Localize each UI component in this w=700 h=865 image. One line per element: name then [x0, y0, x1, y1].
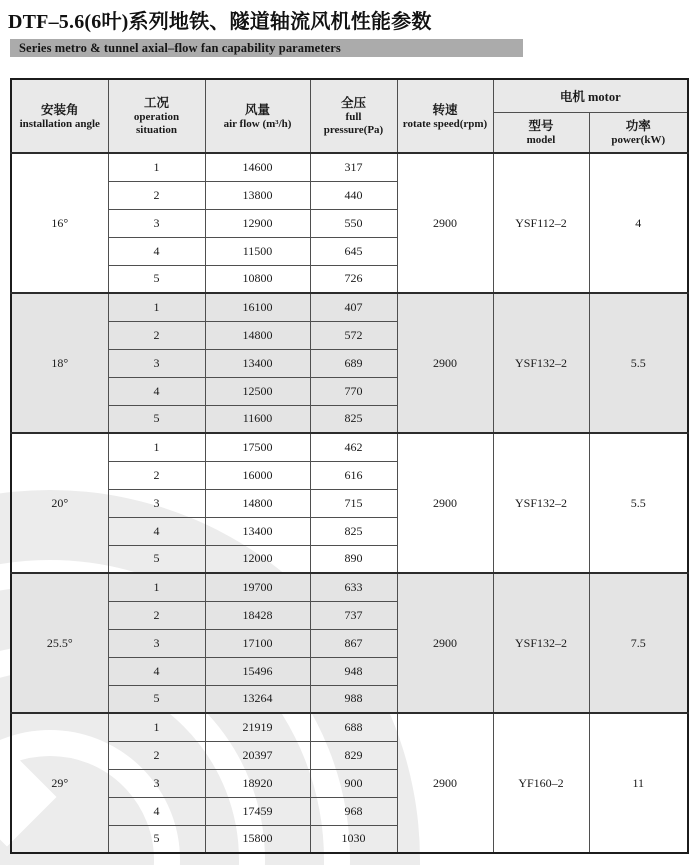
- angle-cell: 29°: [11, 713, 108, 853]
- situation-cell: 2: [108, 741, 205, 769]
- situation-cell: 1: [108, 153, 205, 181]
- header-rotate-speed: [397, 79, 493, 153]
- speed-cell: 2900: [397, 573, 493, 713]
- situation-cell: 1: [108, 713, 205, 741]
- situation-cell: 3: [108, 629, 205, 657]
- header-model-zh: 型号: [528, 118, 554, 133]
- flow-cell: 21919: [205, 713, 310, 741]
- header-speed-zh: 转速: [432, 102, 458, 117]
- header-motor-power: [589, 112, 688, 153]
- situation-cell: 5: [108, 825, 205, 853]
- header-air-flow: [205, 79, 310, 153]
- table-row: [11, 573, 688, 601]
- flow-cell: 11500: [205, 237, 310, 265]
- flow-cell: 15800: [205, 825, 310, 853]
- pressure-cell: 900: [310, 769, 397, 797]
- power-cell: 7.5: [589, 573, 688, 713]
- flow-cell: 14600: [205, 153, 310, 181]
- pressure-cell: 633: [310, 573, 397, 601]
- header-angle-zh: 安装角: [40, 102, 79, 117]
- pressure-cell: 829: [310, 741, 397, 769]
- flow-cell: 13400: [205, 349, 310, 377]
- pressure-cell: 948: [310, 657, 397, 685]
- flow-cell: 17500: [205, 433, 310, 461]
- pressure-cell: 407: [310, 293, 397, 321]
- situation-cell: 3: [108, 349, 205, 377]
- pressure-cell: 988: [310, 685, 397, 713]
- pressure-cell: 825: [310, 405, 397, 433]
- flow-cell: 16100: [205, 293, 310, 321]
- header-pressure-en: full pressure(Pa): [323, 111, 384, 136]
- table-row: [11, 153, 688, 181]
- flow-cell: 12900: [205, 209, 310, 237]
- flow-cell: 13800: [205, 181, 310, 209]
- pressure-cell: 616: [310, 461, 397, 489]
- speed-cell: 2900: [397, 433, 493, 573]
- header-model-en: model: [526, 133, 556, 146]
- pressure-cell: 317: [310, 153, 397, 181]
- group-16deg: [11, 153, 688, 293]
- header-full-pressure: [310, 79, 397, 153]
- flow-cell: 15496: [205, 657, 310, 685]
- header-pressure-zh: 全压: [340, 96, 366, 110]
- flow-cell: 14800: [205, 489, 310, 517]
- flow-cell: 20397: [205, 741, 310, 769]
- power-cell: 11: [589, 713, 688, 853]
- situation-cell: 4: [108, 517, 205, 545]
- flow-cell: 16000: [205, 461, 310, 489]
- situation-cell: 4: [108, 797, 205, 825]
- angle-cell: 20°: [11, 433, 108, 573]
- pressure-cell: 890: [310, 545, 397, 573]
- header-motor-model: [493, 112, 589, 153]
- flow-cell: 12000: [205, 545, 310, 573]
- header-flow-en: air flow (m³/h): [223, 117, 292, 130]
- flow-cell: 18920: [205, 769, 310, 797]
- situation-cell: 5: [108, 405, 205, 433]
- situation-cell: 4: [108, 237, 205, 265]
- situation-cell: 1: [108, 293, 205, 321]
- situation-cell: 2: [108, 321, 205, 349]
- flow-cell: 17459: [205, 797, 310, 825]
- situation-cell: 1: [108, 433, 205, 461]
- header-power-zh: 功率: [625, 118, 651, 133]
- header-motor-label: 电机 motor: [559, 89, 621, 104]
- subtitle-bar: [10, 39, 523, 57]
- model-cell: YF160–2: [493, 713, 589, 853]
- angle-cell: 25.5°: [11, 573, 108, 713]
- pressure-cell: 1030: [310, 825, 397, 853]
- pressure-cell: 462: [310, 433, 397, 461]
- header-motor: [493, 79, 688, 112]
- speed-cell: 2900: [397, 293, 493, 433]
- situation-cell: 4: [108, 377, 205, 405]
- model-cell: YSF132–2: [493, 433, 589, 573]
- situation-cell: 3: [108, 489, 205, 517]
- pressure-cell: 770: [310, 377, 397, 405]
- table-row: [11, 433, 688, 461]
- flow-cell: 12500: [205, 377, 310, 405]
- model-cell: YSF132–2: [493, 293, 589, 433]
- flow-cell: 18428: [205, 601, 310, 629]
- pressure-cell: 550: [310, 209, 397, 237]
- flow-cell: 13400: [205, 517, 310, 545]
- pressure-cell: 737: [310, 601, 397, 629]
- subtitle-text: Series metro & tunnel axial–flow fan capability parameters: [19, 40, 341, 55]
- page-title: DTF–5.6(6叶)系列地铁、隧道轴流风机性能参数: [8, 11, 432, 33]
- header-situation-en: operation situation: [133, 111, 180, 136]
- pressure-cell: 572: [310, 321, 397, 349]
- group-29deg: [11, 713, 688, 853]
- flow-cell: 10800: [205, 265, 310, 293]
- angle-cell: 18°: [11, 293, 108, 433]
- speed-cell: 2900: [397, 153, 493, 293]
- fan-parameters-table: [10, 78, 689, 854]
- flow-cell: 19700: [205, 573, 310, 601]
- flow-cell: 14800: [205, 321, 310, 349]
- model-cell: YSF132–2: [493, 573, 589, 713]
- flow-cell: 13264: [205, 685, 310, 713]
- pressure-cell: 688: [310, 713, 397, 741]
- pressure-cell: 440: [310, 181, 397, 209]
- situation-cell: 2: [108, 461, 205, 489]
- power-cell: 4: [589, 153, 688, 293]
- situation-cell: 5: [108, 545, 205, 573]
- model-cell: YSF112–2: [493, 153, 589, 293]
- group-18deg: [11, 293, 688, 433]
- flow-cell: 11600: [205, 405, 310, 433]
- situation-cell: 2: [108, 181, 205, 209]
- situation-cell: 5: [108, 685, 205, 713]
- angle-cell: 16°: [11, 153, 108, 293]
- pressure-cell: 689: [310, 349, 397, 377]
- situation-cell: 5: [108, 265, 205, 293]
- speed-cell: 2900: [397, 713, 493, 853]
- situation-cell: 3: [108, 209, 205, 237]
- situation-cell: 2: [108, 601, 205, 629]
- header-speed-en: rotate speed(rpm): [402, 117, 488, 130]
- table-row: [11, 293, 688, 321]
- header-angle-en: installation angle: [19, 117, 100, 130]
- power-cell: 5.5: [589, 433, 688, 573]
- pressure-cell: 968: [310, 797, 397, 825]
- pressure-cell: 645: [310, 237, 397, 265]
- header-power-en: power(kW): [611, 133, 666, 146]
- situation-cell: 4: [108, 657, 205, 685]
- situation-cell: 3: [108, 769, 205, 797]
- pressure-cell: 715: [310, 489, 397, 517]
- pressure-cell: 726: [310, 265, 397, 293]
- situation-cell: 1: [108, 573, 205, 601]
- power-cell: 5.5: [589, 293, 688, 433]
- header-flow-zh: 风量: [244, 102, 270, 117]
- header-operation-situation: [108, 79, 205, 153]
- pressure-cell: 825: [310, 517, 397, 545]
- pressure-cell: 867: [310, 629, 397, 657]
- group-20deg: [11, 433, 688, 573]
- group-25-5deg: [11, 573, 688, 713]
- flow-cell: 17100: [205, 629, 310, 657]
- table-row: [11, 713, 688, 741]
- header-installation-angle: [11, 79, 108, 153]
- header-situation-zh: 工况: [143, 96, 169, 110]
